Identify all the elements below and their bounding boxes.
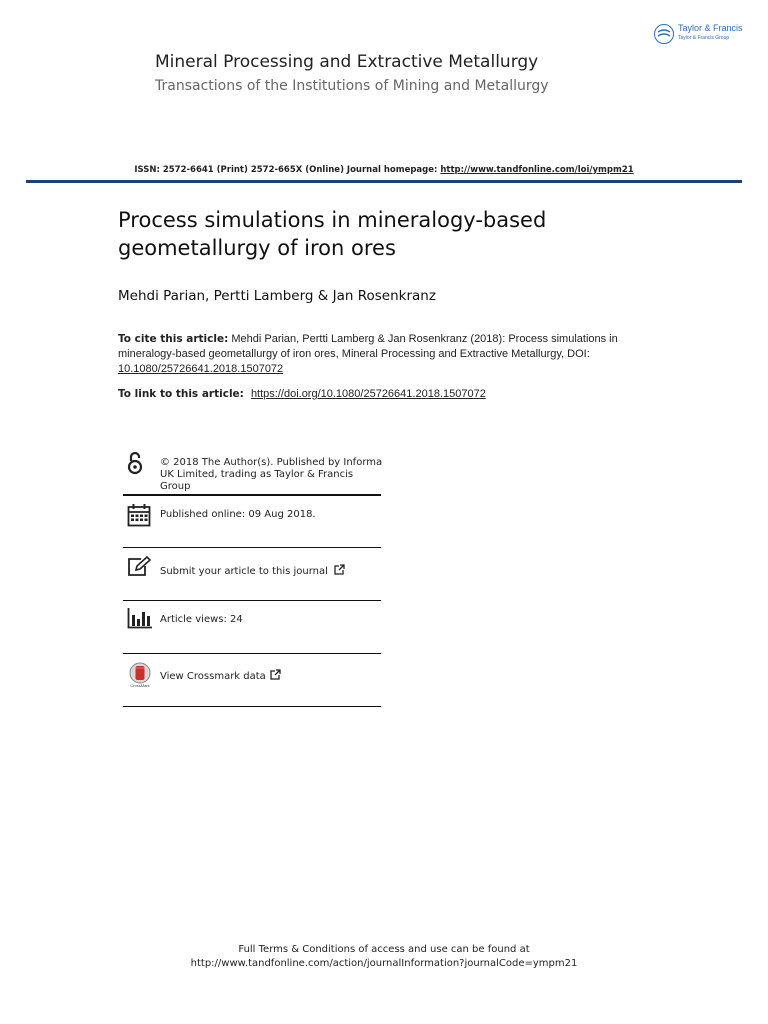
issn-line [26, 165, 742, 175]
footer-terms-link[interactable]: http://www.tandfonline.com/action/journalInformation?journalCode=ympm21 [190, 958, 578, 969]
citation-label: To cite this article: [118, 333, 229, 345]
article-link-line [118, 388, 486, 400]
bar-chart-icon [127, 607, 153, 629]
external-link-icon [270, 669, 281, 680]
journal-homepage-link[interactable]: http://www.tandfonline.com/loi/ympm21 [440, 165, 634, 175]
calendar-icon [127, 503, 151, 527]
header-divider [26, 180, 742, 183]
published-date: Published online: 09 Aug 2018. [160, 509, 316, 520]
publisher-logo-icon [654, 24, 674, 44]
article-doi-link[interactable]: https://doi.org/10.1080/25726641.2018.1507072 [250, 388, 486, 400]
submit-article-link[interactable] [160, 564, 345, 578]
journal-subtitle: Transactions of the Institutions of Mining and Metallurgy [155, 78, 549, 94]
info-divider [123, 600, 381, 601]
crossmark-logo [126, 662, 154, 690]
crossmark-link[interactable] [160, 669, 281, 683]
open-access-icon [126, 450, 144, 476]
info-divider [123, 706, 381, 707]
issn-text: ISSN: 2572-6641 (Print) 2572-665X (Online) Journal homepage: [134, 165, 441, 175]
citation-block [118, 332, 658, 377]
copyright-line: © 2018 The Author(s). Published by Informa [160, 457, 383, 468]
citation-doi-link[interactable]: 10.1080/25726641.2018.1507072 [118, 363, 284, 375]
edit-icon [127, 556, 152, 577]
crossmark-icon [126, 662, 154, 684]
crossmark-logo-text: CrossMark [130, 683, 150, 688]
footer-terms: Full Terms & Conditions of access and use can be found at [238, 944, 530, 955]
submit-article-label: Submit your article to this journal [160, 566, 328, 577]
info-divider [123, 494, 381, 496]
info-divider [123, 653, 381, 654]
info-divider [123, 547, 381, 548]
article-views: Article views: 24 [160, 614, 243, 625]
copyright-statement [160, 457, 382, 493]
external-link-icon [334, 564, 345, 575]
article-authors: Mehdi Parian, Pertti Lamberg & Jan Rosenkranz [118, 288, 436, 304]
copyright-line: Group [160, 481, 191, 492]
footer [0, 943, 768, 971]
publisher-logo[interactable] [654, 22, 754, 46]
copyright-line: UK Limited, trading as Taylor & Francis [160, 469, 354, 480]
journal-title: Mineral Processing and Extractive Metallurgy [155, 52, 539, 72]
citation-text: Mehdi Parian, Pertti Lamberg & Jan Rosenkranz (2018): Process simulations in mineralogy-based geometallurgy of iron ores, Mineral Processing and Extractive Metallurgy, DOI: [118, 333, 618, 360]
link-label: To link to this article: [118, 388, 244, 400]
publisher-name: Taylor & Francis [678, 23, 743, 33]
publisher-tagline: Taylor & Francis Group [678, 35, 730, 41]
crossmark-label: View Crossmark data [160, 671, 266, 682]
article-title: Process simulations in mineralogy-based geometallurgy of iron ores [118, 208, 547, 260]
